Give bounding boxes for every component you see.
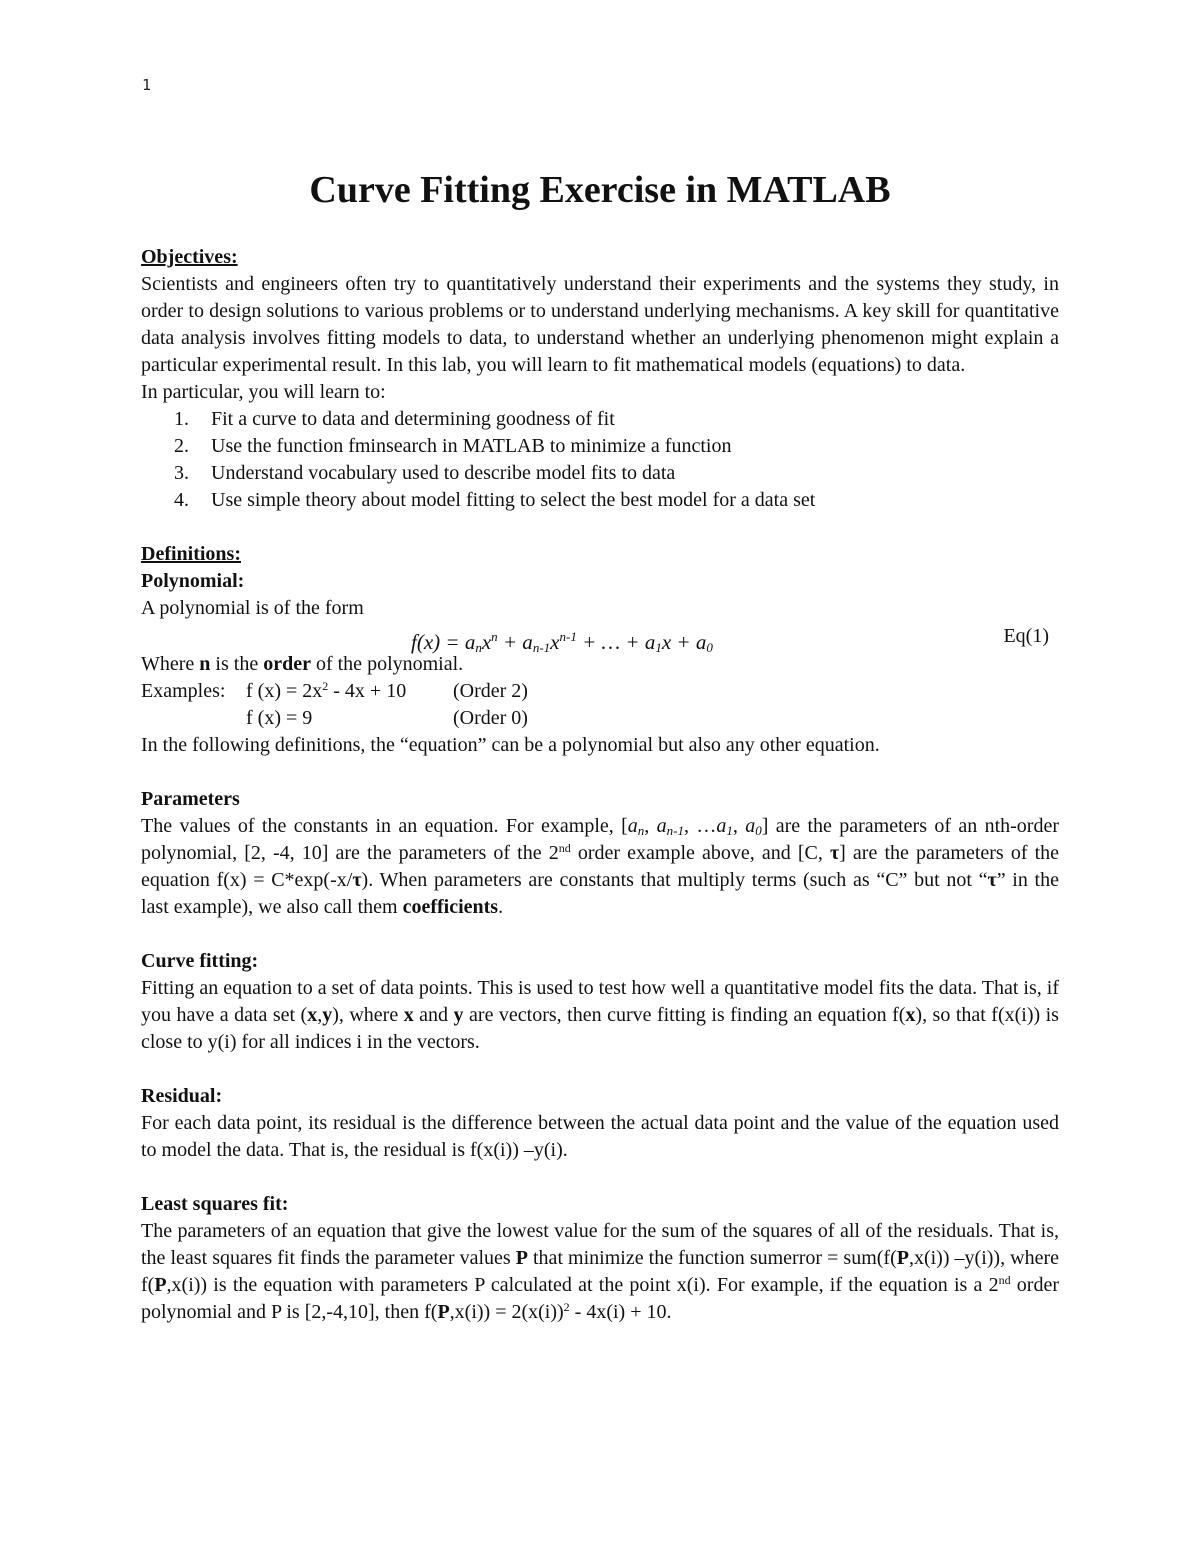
list-item <box>141 487 1059 514</box>
parameters-paragraph: The values of the constants in an equation. For example, [$a_n$, $a_{n-1}$, $\dots a_1$, $a_0$] are the parameters of an nth-order polynomial, [2, -4, 10] are the parameters of the 2nd order example above, and [C, τ] are the parameters of the equation f(x) = C*exp(-x/τ). When parameters are constants that multiply terms (such as “C” but not “τ” in the last example), we also call them coefficients. <box>141 815 1060 918</box>
objectives-list <box>141 406 1059 514</box>
polynomial-heading: Polynomial: <box>141 570 245 592</box>
examples-label: Examples: <box>141 680 226 702</box>
example-1-order: (Order 2) <box>453 680 528 702</box>
page-number: 1 <box>142 76 152 94</box>
list-item-text: Use simple theory about model fitting to select the best model for a data set <box>211 489 816 511</box>
example-2 <box>141 705 1059 732</box>
list-number: 4. <box>174 489 189 511</box>
objectives-intro: In particular, you will learn to: <box>141 381 386 403</box>
list-item <box>141 406 1059 433</box>
equation-number: Eq(1) <box>1003 625 1049 647</box>
curve-fitting-paragraph: Fitting an equation to a set of data points. This is used to test how well a quantitative model fits the data. That is, if you have a data set (x,y), where x and y are vectors, then curve fitting is finding an equation f(x), so that f(x(i)) is close to y(i) for all indices i in the vectors. <box>141 977 1059 1053</box>
objectives-paragraph: Scientists and engineers often try to quantitatively understand their experiments and the systems they study, in order to design solutions to various problems or to understand underlying mechanisms. A key skill for quantitative data analysis involves fitting models to data, to understand whether an underlying phenomenon might explain a particular experimental result. In this lab, you will learn to fit mathematical models (equations) to data. <box>141 273 1059 376</box>
polynomial-where: Where n is the order of the polynomial. <box>141 653 464 675</box>
example-2-equation: f (x) = 9 <box>246 707 313 729</box>
residual-paragraph: For each data point, its residual is the difference between the actual data point and the value of the equation used to model the data. That is, the residual is f(x(i)) –y(i). <box>141 1112 1059 1161</box>
example-1 <box>141 678 1059 705</box>
list-number: 1. <box>174 408 189 430</box>
list-item <box>141 460 1059 487</box>
example-1-equation: f $(x) = 2x^2 - 4x + 10$ <box>246 679 407 702</box>
list-item-text: Use the function fminsearch in MATLAB to minimize a function <box>211 435 732 457</box>
definitions-heading: Definitions: <box>141 543 241 565</box>
least-squares-paragraph: The parameters of an equation that give the lowest value for the sum of the squares of all of the residuals. That is, the least squares fit finds the parameter values P that minimize the function sumerror = sum(f(P,x(i)) –y(i)), where f(P,x(i)) is the equation with parameters P calculated at the point x(i). For example, if the equation is a 2nd order polynomial and P is [2,-4,10], then $f(P,x(i)) = 2(x(i))^2 - 4x(i) + 10$. <box>141 1220 1060 1323</box>
list-item-text: Understand vocabulary used to describe model fits to data <box>211 462 676 484</box>
curve-fitting-heading: Curve fitting: <box>141 950 259 972</box>
document-body <box>141 244 1059 1326</box>
list-item <box>141 433 1059 460</box>
example-2-order: (Order 0) <box>453 707 528 729</box>
least-squares-heading: Least squares fit: <box>141 1193 289 1215</box>
polynomial-equation-line <box>141 622 1059 655</box>
list-number: 2. <box>174 435 189 457</box>
list-number: 3. <box>174 462 189 484</box>
parameters-heading: Parameters <box>141 788 240 810</box>
list-item-text: Fit a curve to data and determining goodness of fit <box>211 408 615 430</box>
polynomial-intro: A polynomial is of the form <box>141 597 364 619</box>
document-title: Curve Fitting Exercise in MATLAB <box>309 169 891 211</box>
objectives-heading: Objectives: <box>141 246 238 268</box>
residual-heading: Residual: <box>141 1085 223 1107</box>
polynomial-note: In the following definitions, the “equation” can be a polynomial but also any other equation. <box>141 734 880 756</box>
polynomial-equation: $f(x) = a_nx^n + a_{n-1}x^{n-1}$ + … + $a_1x + a_0$ <box>411 629 713 655</box>
